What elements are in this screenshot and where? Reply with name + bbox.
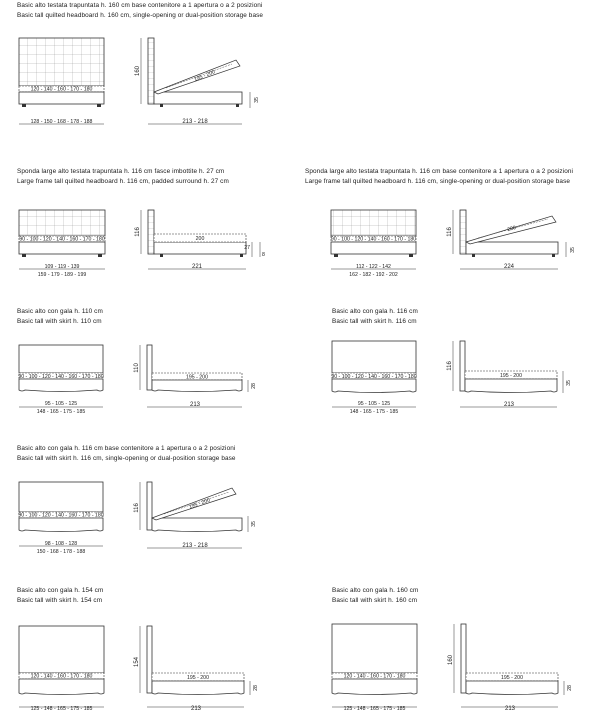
drawing-3: [331, 210, 576, 278]
width-dims-5a: 95 - 105 - 125: [357, 401, 391, 407]
side-dims-7: 195 - 200: [187, 675, 209, 681]
height-3: 116: [447, 227, 453, 237]
side-dims-5: 195 - 200: [500, 373, 522, 379]
mattress-dims-8: 120 - 140 - 160 - 170 - 180: [343, 673, 406, 680]
side-view-6: [134, 482, 257, 549]
drawing-6: [18, 482, 257, 555]
drawing-7: [19, 626, 259, 712]
height-7: 154: [134, 656, 140, 668]
side-dims-8: 195 - 200: [501, 675, 523, 681]
base-height-8: 28: [567, 685, 573, 691]
width-dims-6b: 150 - 168 - 178 - 188: [36, 549, 86, 555]
base-height-4: 28: [251, 383, 257, 389]
base-height-7: 28: [253, 685, 259, 691]
drawing-8: [332, 624, 573, 712]
height-6: 116: [134, 503, 140, 513]
width-dims-3b: 162 - 182 - 192 - 202: [349, 272, 398, 278]
width-dims-2a: 109 - 119 - 139: [44, 264, 80, 270]
caption-3-en: Large frame tall quilted headboard h. 116 cm, single-opening or dual-position storage base: [305, 178, 571, 185]
height-1: 160: [135, 65, 141, 77]
base-height-3: 35: [570, 247, 576, 253]
base-height-6: 35: [251, 521, 257, 527]
side-view-7: [134, 626, 259, 712]
height-2: 116: [135, 227, 141, 237]
side-view-2: [135, 210, 265, 270]
width-dims-7: 125 - 148 - 165 - 175 - 185: [30, 706, 93, 712]
drawing-1: [19, 38, 260, 125]
caption-8-en: Basic tall with skirt h. 160 cm: [332, 597, 418, 604]
caption-1-en: Basic tall quilted headboard h. 160 cm, single-opening or dual-position storage base: [17, 12, 264, 19]
length-4: 213: [189, 402, 201, 408]
front-view-3: [331, 210, 416, 278]
mattress-dims-3: 90 - 100 - 120 - 140 - 160 - 170 - 180: [330, 236, 417, 243]
base-height-1: 35: [254, 97, 260, 103]
caption-4-en: Basic tall with skirt h. 110 cm: [17, 318, 102, 325]
caption-6-en: Basic tall with skirt h. 116 cm, single-opening or dual-position storage base: [17, 455, 236, 462]
side-dims-6: 195 - 200: [188, 497, 211, 511]
side-view-3: [447, 210, 576, 270]
drawing-2: [19, 210, 265, 278]
side-view-5: [447, 341, 572, 408]
width-dims-8: 125 - 148 - 165 - 175 - 185: [343, 706, 406, 712]
caption-2-en: Large frame tall quilted headboard h. 116 cm, padded surround h. 27 cm: [17, 178, 229, 185]
front-view-1: [19, 38, 104, 125]
width-dims-1: 128 - 150 - 168 - 178 - 188: [30, 119, 93, 125]
side-view-4: [134, 345, 257, 408]
front-view-2: [19, 210, 105, 278]
length-3: 224: [503, 264, 515, 270]
caption-2-it: Sponda large alto testata trapuntata h. 116 cm fasce imbottite h. 27 cm: [17, 168, 225, 175]
width-dims-5b: 148 - 165 - 175 - 185: [349, 409, 399, 415]
drawing-4: [18, 345, 257, 415]
mattress-dims-2: 90 - 100 - 120 - 140 - 160 - 170 - 180: [19, 236, 105, 243]
height-8: 160: [448, 654, 454, 666]
extra-height-2: 8: [262, 252, 265, 258]
mattress-dims-5: 90 - 100 - 120 - 140 - 160 - 170 - 180: [331, 374, 417, 380]
caption-6-it: Basic alto con gala h. 116 cm base contenitore a 1 apertura o a 2 posizioni: [17, 445, 236, 452]
length-7: 213: [190, 706, 202, 712]
caption-5-en: Basic tall with skirt h. 116 cm: [332, 318, 417, 325]
drawing-5: [331, 341, 572, 415]
width-dims-2b: 159 - 179 - 189 - 199: [37, 272, 87, 278]
length-8: 213: [504, 706, 516, 712]
caption-3-it: Sponda large alto testata trapuntata h. 116 cm base contenitore a 1 apertura o a 2 posizioni: [305, 168, 574, 175]
length-5: 213: [503, 402, 515, 408]
caption-7-it: Basic alto con gala h. 154 cm: [17, 587, 104, 594]
length-1: 213 - 218: [182, 119, 208, 125]
mattress-dims-4: 90 - 100 - 120 - 140 - 160 - 170 - 180: [18, 374, 104, 380]
length-2: 221: [191, 264, 203, 270]
base-height-2: 27: [244, 245, 250, 251]
width-dims-3a: 112 - 122 - 142: [356, 264, 391, 270]
width-dims-4a: 95 - 105 - 125: [44, 401, 78, 407]
side-dims-3: 200: [506, 224, 517, 234]
caption-5-it: Basic alto con gala h. 116 cm: [332, 308, 418, 315]
front-view-4: [18, 345, 103, 415]
caption-7-en: Basic tall with skirt h. 154 cm: [17, 597, 103, 604]
front-view-7: [19, 626, 104, 712]
side-view-8: [448, 624, 573, 712]
caption-1-it: Basic alto testata trapuntata h. 160 cm base contenitore a 1 apertura o a 2 posizioni: [17, 2, 263, 9]
base-height-5: 35: [566, 380, 572, 386]
caption-4-it: Basic alto con gala h. 110 cm: [17, 308, 103, 315]
height-5: 116: [447, 361, 453, 371]
front-view-8: [332, 624, 417, 712]
side-dims-1: 195 - 200: [193, 69, 216, 83]
side-view-1: [135, 38, 260, 125]
mattress-dims-1: 120 - 140 - 160 - 170 - 180: [30, 86, 93, 93]
front-view-6: [18, 482, 103, 555]
front-view-5: [331, 341, 416, 415]
caption-8-it: Basic alto con gala h. 160 cm: [332, 587, 419, 594]
mattress-dims-6: 90 - 100 - 120 - 140 - 160 - 170 - 180: [18, 512, 104, 519]
width-dims-6a: 98 - 108 - 128: [44, 541, 78, 547]
side-dims-2: 200: [195, 236, 205, 242]
height-4: 110: [134, 363, 140, 373]
width-dims-4b: 148 - 165 - 175 - 185: [36, 409, 86, 415]
side-dims-4: 195 - 200: [186, 374, 208, 381]
length-6: 213 - 218: [182, 543, 208, 549]
mattress-dims-7: 120 - 140 - 160 - 170 - 180: [30, 673, 93, 680]
